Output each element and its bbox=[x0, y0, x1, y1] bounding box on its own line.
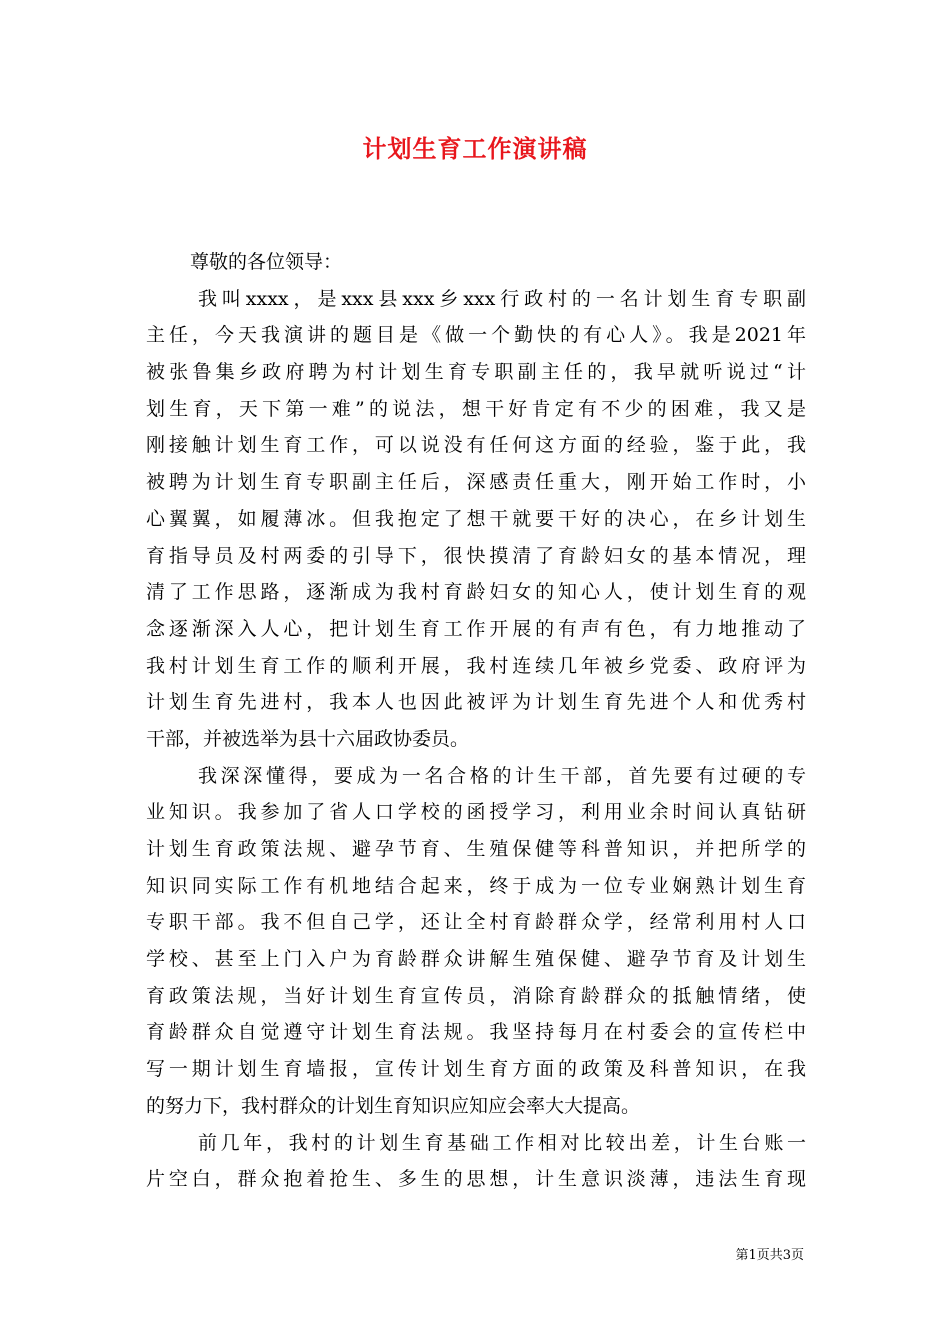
body-line: 干部，并被选举为县十六届政协委员。 bbox=[146, 727, 470, 750]
page-number: 第1页共3页 bbox=[735, 1248, 804, 1263]
body-line: 的努力下，我村群众的计划生育知识应知应会率大大提高。 bbox=[146, 1094, 641, 1117]
body-line: 念逐渐深入人心，把计划生育工作开展的有声有色，有力地推动了 bbox=[146, 617, 806, 640]
body-lines bbox=[146, 281, 806, 1198]
body-line: 主任，今天我演讲的题目是《做一个勤快的有心人》。我是2021年 bbox=[146, 324, 806, 347]
body-line: 写一期计划生育墙报，宣传计划生育方面的政策及科普知识，在我 bbox=[146, 1058, 806, 1081]
salutation-line: 尊敬的各位领导： bbox=[190, 251, 343, 273]
body-line: 心翼翼，如履薄冰。但我抱定了想干就要干好的决心，在乡计划生 bbox=[146, 507, 806, 530]
body-line: 计划生育先进村，我本人也因此被评为计划生育先进个人和优秀村 bbox=[146, 691, 806, 714]
body-line: 育龄群众自觉遵守计划生育法规。我坚持每月在村委会的宣传栏中 bbox=[146, 1021, 806, 1044]
body-line: 刚接触计划生育工作，可以说没有任何这方面的经验，鉴于此，我 bbox=[146, 434, 806, 457]
body-line: 业知识。我参加了省人口学校的函授学习，利用业余时间认真钻研 bbox=[146, 801, 806, 824]
body-line: 我叫xxxx，是xxx县xxx乡xxx行政村的一名计划生育专职副 bbox=[198, 287, 806, 310]
body-line: 专职干部。我不但自己学，还让全村育龄群众学，经常利用村人口 bbox=[146, 911, 806, 934]
body-line: 清了工作思路，逐渐成为我村育龄妇女的知心人，使计划生育的观 bbox=[146, 581, 806, 604]
body-line: 我深深懂得，要成为一名合格的计生干部，首先要有过硬的专 bbox=[198, 764, 806, 787]
body-line: 划生育，天下第一难”的说法，想干好肯定有不少的困难，我又是 bbox=[146, 397, 806, 420]
body-line: 学校、甚至上门入户为育龄群众讲解生殖保健、避孕节育及计划生 bbox=[146, 948, 806, 971]
body-line: 片空白，群众抱着抢生、多生的思想，计生意识淡薄，违法生育现 bbox=[146, 1168, 806, 1191]
body-line: 知识同实际工作有机地结合起来，终于成为一位专业娴熟计划生育 bbox=[146, 874, 806, 897]
body-line: 我村计划生育工作的顺利开展，我村连续几年被乡党委、政府评为 bbox=[146, 654, 806, 677]
body-line: 前几年，我村的计划生育基础工作相对比较出差，计生台账一 bbox=[198, 1131, 806, 1154]
body-line: 育指导员及村两委的引导下，很快摸清了育龄妇女的基本情况，理 bbox=[146, 544, 806, 567]
document-body bbox=[146, 244, 806, 1198]
body-line: 被张鲁集乡政府聘为村计划生育专职副主任的，我早就听说过“计 bbox=[146, 361, 806, 384]
body-line: 育政策法规，当好计划生育宣传员，消除育龄群众的抵触情绪，使 bbox=[146, 984, 806, 1007]
body-line: 被聘为计划生育专职副主任后，深感责任重大，刚开始工作时，小 bbox=[146, 471, 806, 494]
document-title: 计划生育工作演讲稿 bbox=[362, 134, 588, 163]
body-line: 计划生育政策法规、避孕节育、生殖保健等科普知识，并把所学的 bbox=[146, 838, 806, 860]
